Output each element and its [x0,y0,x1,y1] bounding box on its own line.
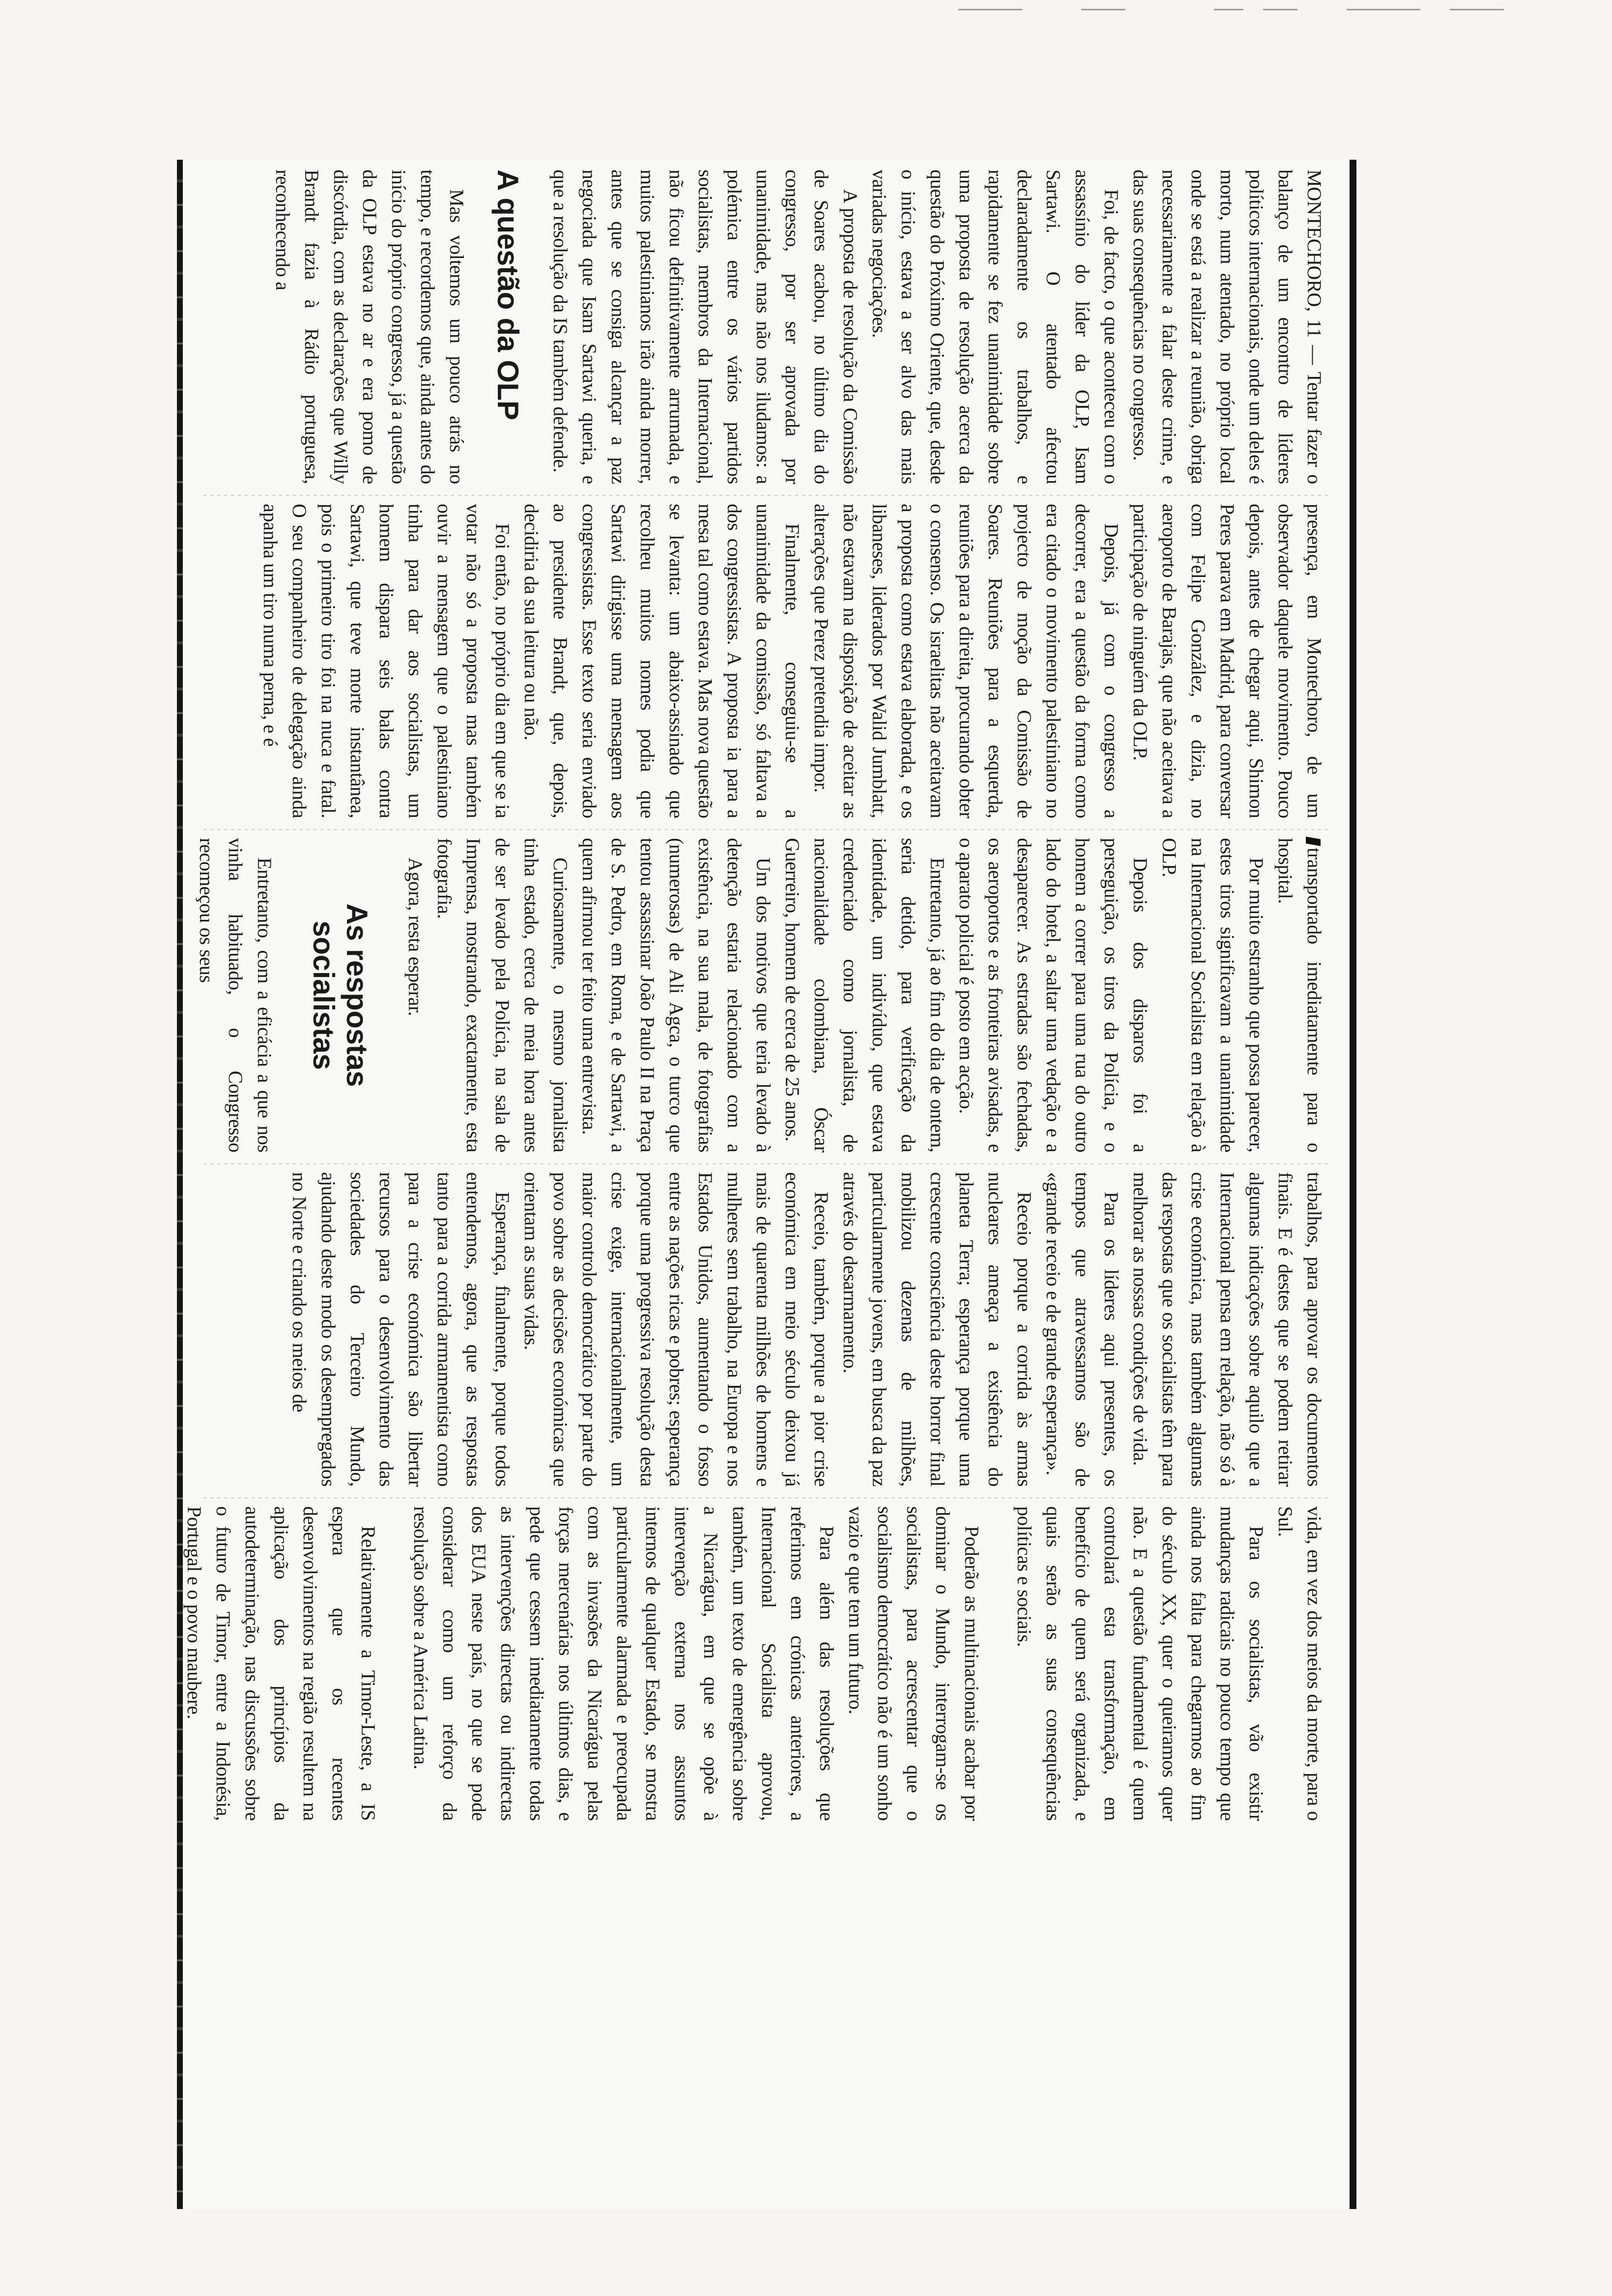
article-paragraph: trabalhos, para aprovar os documentos finais. E é destes que se podem retirar algumas indicações sobre aquilo que a Internacional pensa em relação, não só à crise económica, mas também algumas das respostas que os socialistas têm para melhorar as nossas condições de vida. [1129,1172,1325,1487]
paragraph-text: transportado imediatamente para o hospital. [1274,838,1325,1152]
scan-edge-mark [1263,9,1297,10]
section-heading-olp: A questão da OLP [491,170,524,420]
article-column-1 [199,170,1329,484]
article-paragraph [1126,170,1329,484]
article-paragraph: Depois, já com o congresso a decorrer, era a questão da forma como era citado o movimento palestiniano no projecto de moção da Comissão de Soares. Reuniões para a esquerda, reuniões para a direita, procurando obter o consenso. Os israelitas não aceitavam a proposta como estava elaborada, e os libaneses, liderados por Walid Jumblatt, não estavam na disposição de aceitar as alterações que Perez pretendia impor. [810,504,1123,818]
article-paragraph: Mas voltemos um pouco atrás no tempo, e recordemos que, ainda antes do início do próprio congresso, já a questão da OLP estava no ar e era pomo de discórdia, com as declarações que Willy Brandt fazia à Rádio portuguesa, reconhecendo a [272,170,468,484]
drop-mark [1306,836,1321,846]
article-paragraph: Por muito estranho que possa parecer, estes tiros significavam a unanimidade na Internacional Socialista em relação à OLP. [1158,838,1267,1152]
paragraph-text: Tentar fazer o balanço de um encontro de líderes políticos internacionais, onde um deles é morto, num atentado, no próprio local onde se está a realizar a reunião, obriga necessariamente a falar deste crime, e das suas consequências no congresso. [1129,170,1325,484]
article-paragraph: Um dos motivos que teria levado à detenção estaria relacionado com a existência, na sua mala, de fotografias (numerosas) de Ali Agca, o turco que tentou assassinar João Paulo II na Praça de S. Pedro, em Roma, e de Sartawi, a quem afirmou ter feito uma entrevista. [578,838,775,1152]
article-paragraph: Curiosamente, o mesmo jornalista tinha estado, cerca de meia hora antes de ser levado pela Polícia, na sala de Imprensa, mostrando, exactamente, esta fotografia. [433,838,572,1152]
article-paragraph: Relativamente a Timor-Leste, a IS espera que os recentes desenvolvimentos na região resultem na aplicação dos princípios da autodeterminação, nas discussões sobre o futuro de Timor, entre a Indonésia, Portugal e o povo maubere. [183,1506,379,1821]
scan-edge-mark [958,9,1022,10]
article-paragraph: Foi, de facto, o que aconteceu com o assassínio do líder da OLP, Isam Sartawi. O atentado afectou declaradamente os trabalhos, e rapidamente se fez unanimidade sobre uma proposta de resolução acerca da questão do Próximo Oriente, que, desde o início, estava a ser alvo das mais variadas negociações. [868,170,1123,484]
article-paragraph [1271,838,1329,1152]
article-column-3 [196,838,1329,1152]
clipping-top-rule [1350,160,1356,2209]
article-column-5 [183,1506,1329,1821]
article-paragraph: Entretanto, com a eficácia a que nos vinha habituado, o Congresso recomeçou os seus [196,838,276,1152]
column-separator [203,1163,1329,1164]
article-paragraph: Agora, resta esperar. [404,858,427,1016]
article-paragraph: vida, em vez dos meios da morte, para o Sul. [1274,1506,1325,1821]
column-separator [203,495,1329,496]
article-paragraph: Entretanto, já ao fim do dia de ontem, seria detido, para verificação da identidade, um indivíduo, que estava credenciado como jornalista, de nacionalidade colombiana, Óscar Guerreiro, homem de cerca de 25 anos. [781,838,949,1152]
article-paragraph: Finalmente, conseguiu-se a unanimidade da comissão, só faltava a dos congressistas. A proposta ia para a mesa tal como estava. Mas nova questão se levanta: um abaixo-assinado que recolheu muitos nomes podia que Sartawi dirigisse uma mensagem aos congressistas. Esse texto seria enviado ao presidente Brandt, que, depois, decidiria da sua leitura ou não. [520,504,804,818]
newspaper-clipping [177,160,1356,2209]
article-paragraph: Receio, também, porque a pior crise económica em meio século deixou já mais de quarenta milhões de homens e mulheres sem trabalho, na Europa e nos Estados Unidos, aumentando o fosso entre as nações ricas e pobres; esperança porque uma progressiva resolução desta crise exige, internacionalmente, um maior controlo democrático por parte do povo sobre as decisões económicas que orientam as suas vidas. [520,1172,833,1487]
article-column-2 [199,504,1329,818]
scan-edge-mark [1081,9,1125,10]
column-separator [203,829,1329,830]
article-paragraph: A proposta de resolução da Comissão de Soares acabou, no último dia do congresso, por ser aprovada por unanimidade, mas não nos iludamos: a polémica entre os vários partidos socialistas, membros da Internacional, não ficou definitivamente arrumada, e muitos palestinianos irão ainda morrer, antes que se consiga alcançar a paz negociada que Isam Sartawi queria, e que a resolução da IS também defende. [549,170,862,484]
article-paragraph: Depois dos disparos foi a perseguição, os tiros da Polícia, e o homem a correr para uma rua do outro lado do hotel, a saltar uma vedação e a desaparecer. As estradas são fechadas, os aeroportos e as fronteiras avisadas, e o aparato policial é posto em acção. [955,838,1151,1152]
article-paragraph: presença, em Montechoro, de um observador daquele movimento. Pouco depois, antes de chegar aqui, Shimon Peres parava em Madrid, para conversar com Felipe González, e dizia, no aeroporto de Barajas, que não aceitava a participação de ninguém da OLP. [1129,504,1325,818]
section-heading-respostas: As respostas socialistas [307,903,374,1087]
dateline: MONTECHORO, 11 — [1303,170,1325,365]
scan-edge-mark [1450,9,1504,10]
column-separator [203,1497,1329,1498]
clipping-bottom-rule [177,160,183,2209]
article-paragraph: Poderão as multinacionais acabar por dominar o Mundo, interrogam-se os socialistas, para acrescentar que o socialismo democrático não é um sonho vazio e que tem um futuro. [845,1506,983,1821]
scan-edge-mark [1214,9,1243,10]
article-paragraph: Receio porque a corrida às armas nucleares ameaça a existência do planeta Terra; esperança porque uma crescente consciência deste horror final mobilizou dezenas de milhões, particularmente jovens, em busca da paz através do desarmamento. [839,1172,1036,1487]
article-paragraph: Esperança, finalmente, porque todos entendemos, agora, que as respostas tanto para a corrida armamentista como para a crise económica são libertar recursos para o desenvolvimento das sociedades do Terceiro Mundo, ajudando deste modo os desempregados no Norte e criando os meios de [288,1172,514,1487]
scan-edge-mark [1347,9,1420,10]
article-paragraph: Para os líderes aqui presentes, os tempos que atravessamos são de «grande receio e de grande esperança». [1042,1172,1123,1487]
article-paragraph: Foi então, no próprio dia em que se ia votar não só a proposta mas também ouvir a mensagem que o palestiniano tinha para dar aos socialistas, um homem dispara seis balas contra Sartawi, que teve morte instantânea, pois o primeiro tiro foi na nuca e fatal. O seu companheiro de delegação ainda apanha um tiro numa perna, e é [259,504,514,818]
article-column-4 [199,1172,1329,1487]
article-paragraph: Para os socialistas, vão existir mudanças radicais no pouco tempo que ainda nos falta para chegarmos ao fim do século XX, quer o queiramos quer não. E a questão fundamental é quem controlará esta transformação, em benefício de quem será organizada, e quais serão as suas consequências políticas e sociais. [1013,1506,1267,1821]
article-paragraph: Para além das resoluções que referimos em crónicas anteriores, a Internacional Socialista aprovou, também, um texto de emergência sobre a Nicarágua, em que se opõe à intervenção externa nos assuntos internos de qualquer Estado, se mostra particularmente alarmada e preocupada com as invasões da Nicarágua pelas forças mercenárias nos últimos dias, e pede que cessem imediatamente todas as intervenções directas ou indirectas dos EUA neste país, no que se pode considerar como um reforço da resolução sobre a América Latina. [410,1506,838,1821]
